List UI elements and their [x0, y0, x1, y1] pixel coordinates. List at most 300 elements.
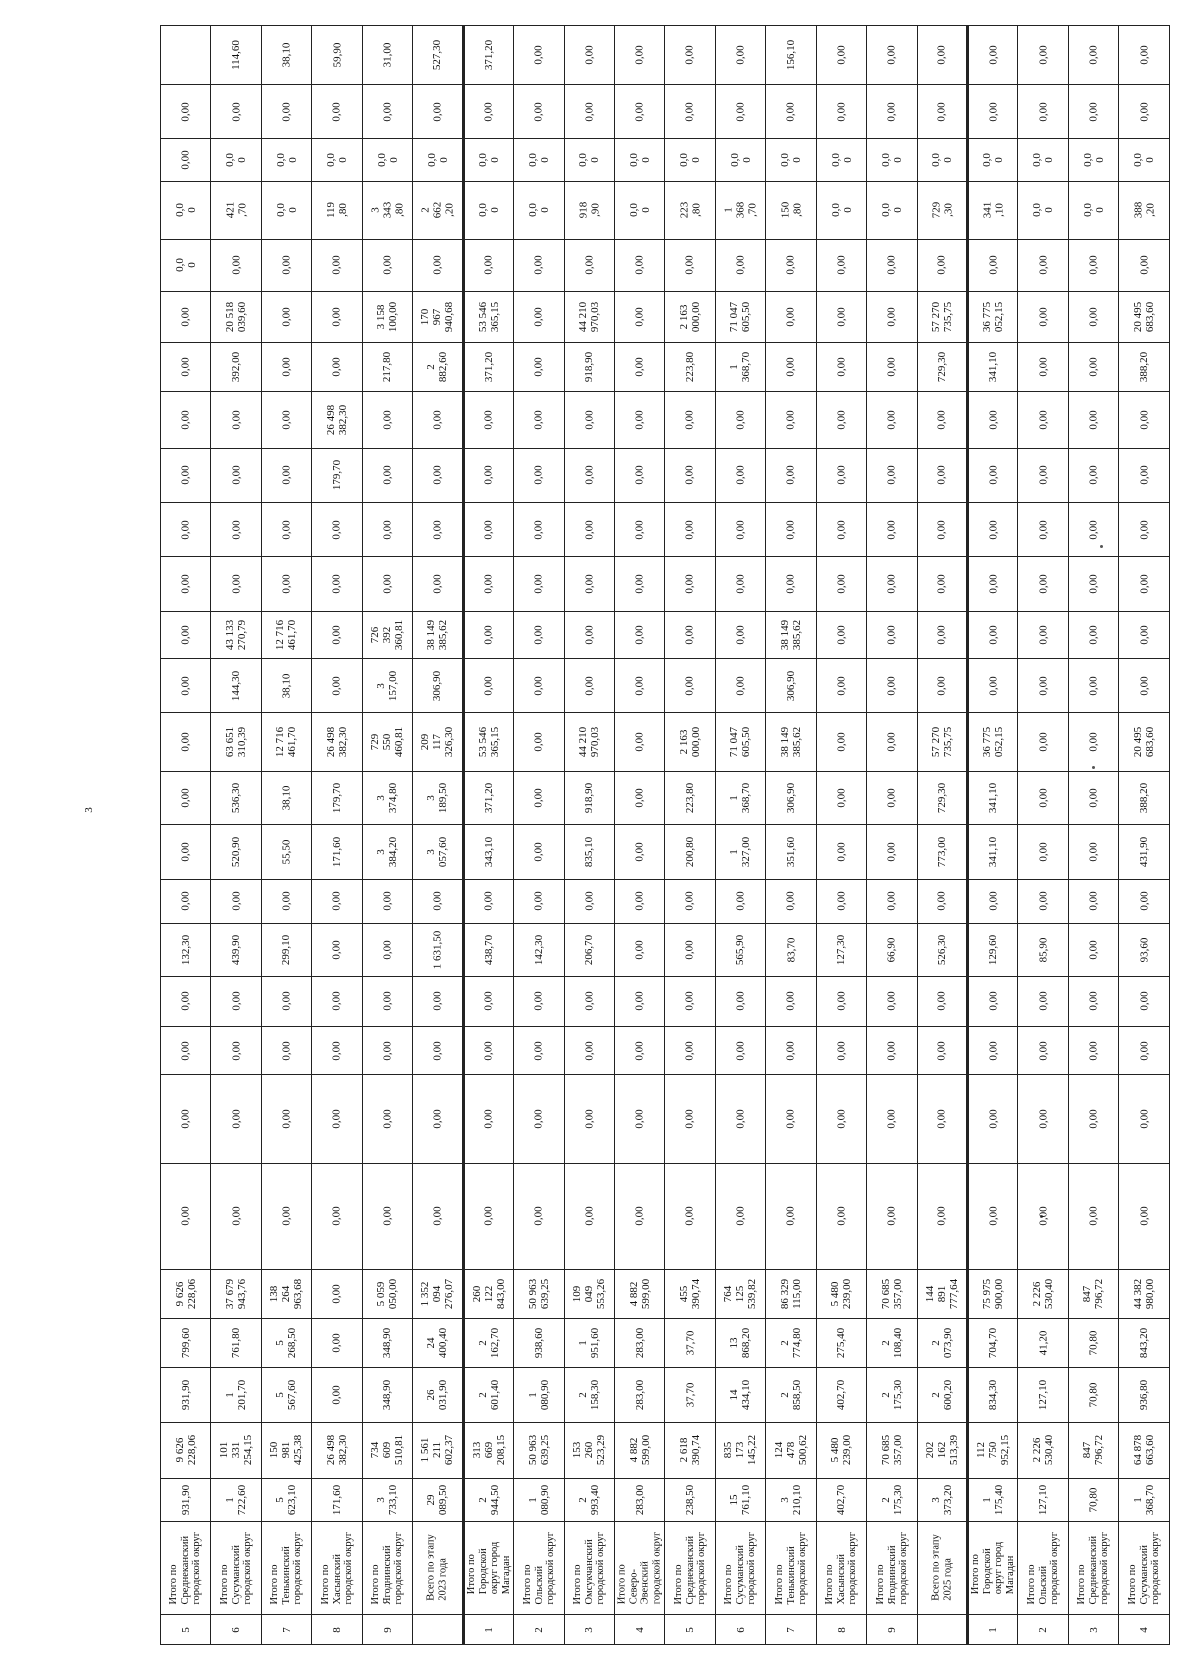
- cell-text: 0,00: [987, 410, 1000, 430]
- cell-text: 0,00: [1087, 306, 1100, 327]
- cell-text: 0,00: [230, 410, 243, 430]
- cell-text: 0,00: [684, 625, 697, 645]
- value-cell: [1119, 713, 1170, 771]
- value-cell: [514, 880, 564, 924]
- cell-text: 0,00: [1138, 465, 1151, 485]
- cell-text: 0,00: [1138, 101, 1151, 122]
- cell-text: 536,30: [230, 782, 243, 813]
- cell-text: 0,00: [684, 991, 697, 1011]
- cell-text: 0,00: [583, 101, 596, 122]
- value-cell: [1018, 1318, 1068, 1367]
- cell-text: 2: [1037, 1626, 1050, 1633]
- table-row: [161, 239, 1170, 291]
- row-number-cell: [261, 1615, 311, 1645]
- cell-text: 0,00: [583, 625, 596, 645]
- cell-text: 0,00: [1087, 519, 1100, 540]
- cell-text: 3 157,00: [375, 670, 400, 701]
- value-cell: [312, 239, 362, 291]
- cell-text: 36 775 052,15: [981, 301, 1006, 332]
- value-cell: [362, 1026, 412, 1075]
- value-cell: [665, 392, 715, 448]
- cell-text: 223 ,80: [678, 202, 703, 219]
- table-row: [161, 976, 1170, 1026]
- value-cell: [1068, 1479, 1118, 1521]
- cell-text: 0,0 0: [1132, 152, 1157, 167]
- cell-text: 0,00: [431, 519, 444, 540]
- cell-text: 0,0 0: [1031, 203, 1056, 218]
- cell-text: 0,00: [935, 1206, 948, 1226]
- cell-text: 38,10: [280, 673, 293, 699]
- cell-text: 0,00: [179, 1040, 192, 1061]
- cell-text: 0,00: [179, 788, 192, 808]
- cell-text: 50 963 639,25: [526, 1278, 551, 1309]
- value-cell: [816, 392, 866, 448]
- cell-text: 0,00: [583, 991, 596, 1011]
- cell-text: 371,20: [482, 782, 495, 813]
- value-cell: [665, 1269, 715, 1318]
- cell-text: 0,00: [734, 991, 747, 1011]
- cell-text: 6: [734, 1626, 747, 1633]
- value-cell: [312, 612, 362, 659]
- cell-text: 38 149 385,62: [778, 726, 803, 758]
- value-cell: [564, 1075, 614, 1163]
- value-cell: [867, 1026, 917, 1075]
- cell-text: 0,00: [381, 1040, 394, 1061]
- cell-text: 0,00: [885, 842, 898, 862]
- cell-text: 20 518 039,60: [224, 301, 249, 332]
- cell-text: Итого по Сусуманский городской округ: [1126, 1531, 1161, 1605]
- value-cell: [362, 1075, 412, 1163]
- value-cell: [514, 923, 564, 976]
- cell-text: 729,30: [935, 351, 948, 383]
- value-cell: [211, 448, 261, 502]
- cell-text: 0,00: [532, 1206, 545, 1226]
- row-label-cell: [312, 1521, 362, 1614]
- cell-text: 0,00: [684, 1040, 697, 1061]
- value-cell: [463, 923, 513, 976]
- cell-text: 0,00: [179, 1109, 192, 1129]
- cell-text: 0,00: [835, 991, 848, 1011]
- cell-text: 0,00: [331, 574, 344, 594]
- row-number-cell: [1018, 1615, 1068, 1645]
- cell-text: 0,00: [1037, 45, 1050, 65]
- value-cell: [413, 771, 463, 824]
- cell-text: 0,00: [835, 625, 848, 645]
- row-number-cell: [564, 1615, 614, 1645]
- cell-text: 0,00: [1037, 991, 1050, 1011]
- cell-text: 57 270 735,75: [929, 726, 954, 758]
- cell-text: 66,90: [885, 937, 898, 962]
- value-cell: [715, 392, 765, 448]
- value-cell: [867, 713, 917, 771]
- value-cell: [463, 342, 513, 392]
- value-cell: [161, 771, 211, 824]
- value-cell: [614, 182, 664, 239]
- cell-text: 2 774,80: [778, 1327, 803, 1358]
- cell-text: 2 226 530,40: [1031, 1435, 1056, 1466]
- cell-text: 0,00: [885, 788, 898, 808]
- cell-text: 799,60: [179, 1327, 192, 1358]
- value-cell: [211, 824, 261, 879]
- cell-text: 0,00: [835, 732, 848, 752]
- cell-text: 57 270 735,75: [929, 301, 954, 332]
- value-cell: [1068, 26, 1118, 85]
- cell-text: 0,00: [1087, 1109, 1100, 1129]
- cell-text: 0,00: [885, 732, 898, 752]
- cell-text: 0,00: [179, 519, 192, 540]
- cell-text: 223,80: [684, 351, 697, 383]
- cell-text: 238,50: [684, 1484, 697, 1515]
- cell-text: 0,00: [734, 891, 747, 911]
- value-cell: [161, 26, 211, 85]
- cell-text: 421 ,70: [224, 202, 249, 219]
- cell-text: 2 662 ,20: [419, 202, 456, 219]
- cell-text: 0,00: [1037, 306, 1050, 327]
- cell-text: 275,40: [835, 1327, 848, 1358]
- cell-text: 0,00: [1037, 101, 1050, 122]
- value-cell: [665, 448, 715, 502]
- cell-text: 0,00: [987, 1109, 1000, 1129]
- cell-text: 0,00: [1138, 255, 1151, 275]
- cell-text: 44 210 970,03: [577, 301, 602, 332]
- value-cell: [766, 1422, 816, 1478]
- value-cell: [816, 923, 866, 976]
- value-cell: [564, 1479, 614, 1521]
- value-cell: [413, 713, 463, 771]
- value-cell: [514, 1367, 564, 1422]
- value-cell: [564, 1422, 614, 1478]
- cell-text: 0,00: [381, 1109, 394, 1129]
- value-cell: [362, 342, 412, 392]
- cell-text: 1 080,90: [526, 1484, 551, 1515]
- cell-text: 0,00: [1087, 465, 1100, 485]
- cell-text: 0,00: [987, 1040, 1000, 1061]
- table-row: [161, 880, 1170, 924]
- value-cell: [211, 138, 261, 182]
- cell-text: 0,0 0: [173, 258, 198, 272]
- value-cell: [665, 1367, 715, 1422]
- table-row: [161, 1075, 1170, 1163]
- value-cell: [867, 612, 917, 659]
- cell-text: 0,00: [532, 991, 545, 1011]
- value-cell: [715, 502, 765, 556]
- value-cell: [413, 502, 463, 556]
- value-cell: [665, 1422, 715, 1478]
- cell-text: 0,00: [885, 465, 898, 485]
- value-cell: [1018, 557, 1068, 612]
- value-cell: [715, 557, 765, 612]
- row-label-cell: [968, 1521, 1018, 1614]
- cell-text: 0,00: [633, 788, 646, 808]
- value-cell: [211, 291, 261, 342]
- cell-text: 0,00: [987, 255, 1000, 275]
- table-row: [161, 557, 1170, 612]
- cell-text: 127,30: [835, 934, 848, 965]
- cell-text: 26 498 382,30: [325, 404, 350, 436]
- row-number-cell: [1068, 1615, 1118, 1645]
- cell-text: 4 882 599,00: [627, 1278, 652, 1309]
- cell-text: 4: [633, 1626, 646, 1633]
- value-cell: [1068, 182, 1118, 239]
- cell-text: 3 733,10: [375, 1484, 400, 1515]
- value-cell: [564, 923, 614, 976]
- cell-text: Итого по Ольский городской округ: [1025, 1531, 1060, 1605]
- value-cell: [564, 392, 614, 448]
- table-row: [161, 923, 1170, 976]
- value-cell: [261, 239, 311, 291]
- value-cell: [413, 138, 463, 182]
- value-cell: [514, 1318, 564, 1367]
- value-cell: [968, 502, 1018, 556]
- cell-text: 0,00: [532, 891, 545, 911]
- value-cell: [968, 138, 1018, 182]
- cell-text: 0,00: [532, 732, 545, 752]
- cell-text: 260 122 843,00: [470, 1278, 507, 1309]
- value-cell: [816, 1026, 866, 1075]
- value-cell: [161, 85, 211, 138]
- cell-text: 71 047 605,50: [728, 301, 753, 332]
- cell-text: Итого по Хасынский городской округ: [319, 1531, 354, 1605]
- cell-text: 306,90: [431, 670, 444, 701]
- cell-text: 0,00: [532, 625, 545, 645]
- value-cell: [665, 612, 715, 659]
- cell-text: 9: [381, 1626, 394, 1633]
- cell-text: 70,80: [1087, 1487, 1100, 1513]
- value-cell: [1018, 771, 1068, 824]
- value-cell: [917, 448, 967, 502]
- cell-text: 171,60: [331, 836, 344, 867]
- cell-text: 0,00: [532, 101, 545, 122]
- value-cell: [1119, 771, 1170, 824]
- cell-text: 0,00: [633, 676, 646, 696]
- cell-text: 0,00: [885, 625, 898, 645]
- cell-text: 0,00: [1138, 1206, 1151, 1226]
- cell-text: 0,00: [885, 357, 898, 377]
- cell-text: 0,00: [331, 1040, 344, 1061]
- value-cell: [413, 1479, 463, 1521]
- table-row: [161, 291, 1170, 342]
- cell-text: 0,00: [835, 1206, 848, 1226]
- value-cell: [816, 502, 866, 556]
- row-label-cell: [715, 1521, 765, 1614]
- cell-text: 9: [885, 1626, 898, 1633]
- value-cell: [715, 1075, 765, 1163]
- cell-text: 0,00: [734, 255, 747, 275]
- cell-text: 0,00: [784, 1040, 797, 1061]
- value-cell: [968, 26, 1018, 85]
- cell-text: 0,00: [532, 357, 545, 377]
- value-cell: [211, 1318, 261, 1367]
- value-cell: [816, 1367, 866, 1422]
- value-cell: [614, 26, 664, 85]
- value-cell: [816, 771, 866, 824]
- cell-text: Итого по Хасынский городской округ: [824, 1531, 859, 1605]
- value-cell: [312, 923, 362, 976]
- value-cell: [463, 1367, 513, 1422]
- value-cell: [413, 1026, 463, 1075]
- cell-text: 64 878 663,60: [1132, 1435, 1157, 1466]
- value-cell: [665, 85, 715, 138]
- cell-text: 0,00: [583, 574, 596, 594]
- value-cell: [564, 659, 614, 713]
- value-cell: [766, 1075, 816, 1163]
- value-cell: [514, 713, 564, 771]
- cell-text: 0,00: [734, 45, 747, 65]
- value-cell: [1119, 1269, 1170, 1318]
- cell-text: 2 601,40: [476, 1379, 501, 1410]
- cell-text: 0,0 0: [274, 152, 299, 167]
- value-cell: [261, 1269, 311, 1318]
- cell-text: 43 133 270,79: [224, 620, 249, 651]
- cell-text: 0,00: [1037, 891, 1050, 911]
- value-cell: [715, 713, 765, 771]
- value-cell: [766, 85, 816, 138]
- row-label-cell: [211, 1521, 261, 1614]
- value-cell: [312, 392, 362, 448]
- value-cell: [1018, 239, 1068, 291]
- row-number-cell: [715, 1615, 765, 1645]
- value-cell: [564, 557, 614, 612]
- value-cell: [715, 1269, 765, 1318]
- cell-text: 36 775 052,15: [981, 726, 1006, 758]
- cell-text: 0,00: [431, 410, 444, 430]
- value-cell: [1068, 713, 1118, 771]
- cell-text: 0,00: [1087, 1040, 1100, 1061]
- value-cell: [161, 557, 211, 612]
- value-cell: [1119, 182, 1170, 239]
- cell-text: 0,00: [1037, 255, 1050, 275]
- value-cell: [514, 392, 564, 448]
- cell-text: 0,0 0: [375, 152, 400, 167]
- value-cell: [514, 659, 564, 713]
- cell-text: 8: [835, 1626, 848, 1633]
- value-cell: [1068, 771, 1118, 824]
- value-cell: [261, 1479, 311, 1521]
- value-cell: [261, 923, 311, 976]
- value-cell: [968, 659, 1018, 713]
- value-cell: [161, 182, 211, 239]
- cell-text: 4 882 599,00: [627, 1435, 652, 1466]
- cell-text: 0,0 0: [627, 203, 652, 218]
- cell-text: 38,10: [280, 785, 293, 811]
- cell-text: 5: [684, 1626, 697, 1633]
- cell-text: 351,60: [784, 836, 797, 867]
- cell-text: 0,00: [885, 574, 898, 594]
- cell-text: 55,50: [280, 839, 293, 865]
- value-cell: [161, 923, 211, 976]
- value-cell: [413, 291, 463, 342]
- value-cell: [917, 1026, 967, 1075]
- cell-text: Итого по Среднеканский городской округ: [168, 1531, 203, 1605]
- value-cell: [312, 85, 362, 138]
- cell-text: 50 963 639,25: [526, 1435, 551, 1466]
- value-cell: [867, 138, 917, 182]
- value-cell: [413, 26, 463, 85]
- value-cell: [362, 771, 412, 824]
- value-cell: [816, 824, 866, 879]
- cell-text: 2 073,90: [929, 1327, 954, 1358]
- cell-text: 3: [1087, 1626, 1100, 1633]
- value-cell: [614, 771, 664, 824]
- cell-text: 0,00: [1037, 1206, 1050, 1226]
- value-cell: [312, 1367, 362, 1422]
- cell-text: 0,00: [734, 101, 747, 122]
- cell-text: 1 175,40: [981, 1484, 1006, 1515]
- cell-text: 341,10: [987, 782, 1000, 813]
- cell-text: 3 384,20: [375, 836, 400, 867]
- cell-text: 5: [179, 1626, 192, 1633]
- cell-text: 0,00: [633, 991, 646, 1011]
- value-cell: [665, 976, 715, 1026]
- value-cell: [867, 923, 917, 976]
- cell-text: 0,00: [935, 101, 948, 122]
- cell-text: 936,80: [1138, 1379, 1151, 1410]
- cell-text: 0,00: [280, 1206, 293, 1226]
- row-label-cell: [816, 1521, 866, 1614]
- cell-text: 1 080,90: [526, 1379, 551, 1410]
- cell-text: 527,30: [431, 40, 444, 71]
- value-cell: [1068, 392, 1118, 448]
- cell-text: 0,00: [381, 991, 394, 1011]
- row-label-cell: [514, 1521, 564, 1614]
- value-cell: [362, 659, 412, 713]
- cell-text: 0,00: [583, 891, 596, 911]
- cell-text: 0,00: [885, 1109, 898, 1129]
- value-cell: [614, 239, 664, 291]
- cell-text: 2: [532, 1626, 545, 1633]
- cell-text: 83,70: [784, 937, 797, 962]
- cell-text: 0,00: [381, 519, 394, 540]
- value-cell: [917, 713, 967, 771]
- value-cell: [514, 138, 564, 182]
- value-cell: [968, 824, 1018, 879]
- cell-text: 0,0 0: [778, 152, 803, 167]
- cell-text: 0,00: [633, 732, 646, 752]
- cell-text: 0,00: [885, 45, 898, 65]
- value-cell: [715, 182, 765, 239]
- cell-text: 142,30: [532, 934, 545, 965]
- value-cell: [362, 1422, 412, 1478]
- value-cell: [362, 824, 412, 879]
- cell-text: 0,00: [1087, 357, 1100, 377]
- cell-text: 834,30: [987, 1379, 1000, 1410]
- value-cell: [1119, 1163, 1170, 1269]
- cell-text: 835 173 145,22: [722, 1435, 759, 1466]
- cell-text: 0,00: [1037, 519, 1050, 540]
- value-cell: [161, 713, 211, 771]
- value-cell: [463, 1318, 513, 1367]
- value-cell: [917, 342, 967, 392]
- value-cell: [665, 239, 715, 291]
- cell-text: 0,00: [1087, 410, 1100, 430]
- value-cell: [463, 976, 513, 1026]
- cell-text: 0,00: [179, 991, 192, 1011]
- cell-text: 0,00: [1037, 1109, 1050, 1129]
- cell-text: 0,00: [583, 1206, 596, 1226]
- row-label-cell: [917, 1521, 967, 1614]
- value-cell: [1119, 239, 1170, 291]
- table-row: [161, 342, 1170, 392]
- cell-text: 0,00: [482, 676, 495, 696]
- value-cell: [867, 824, 917, 879]
- cell-text: 0,00: [784, 410, 797, 430]
- cell-text: 0,00: [280, 465, 293, 485]
- cell-text: 0,00: [1037, 574, 1050, 594]
- value-cell: [1068, 1367, 1118, 1422]
- cell-text: 0,00: [784, 891, 797, 911]
- cell-text: 371,20: [482, 40, 495, 71]
- value-cell: [564, 880, 614, 924]
